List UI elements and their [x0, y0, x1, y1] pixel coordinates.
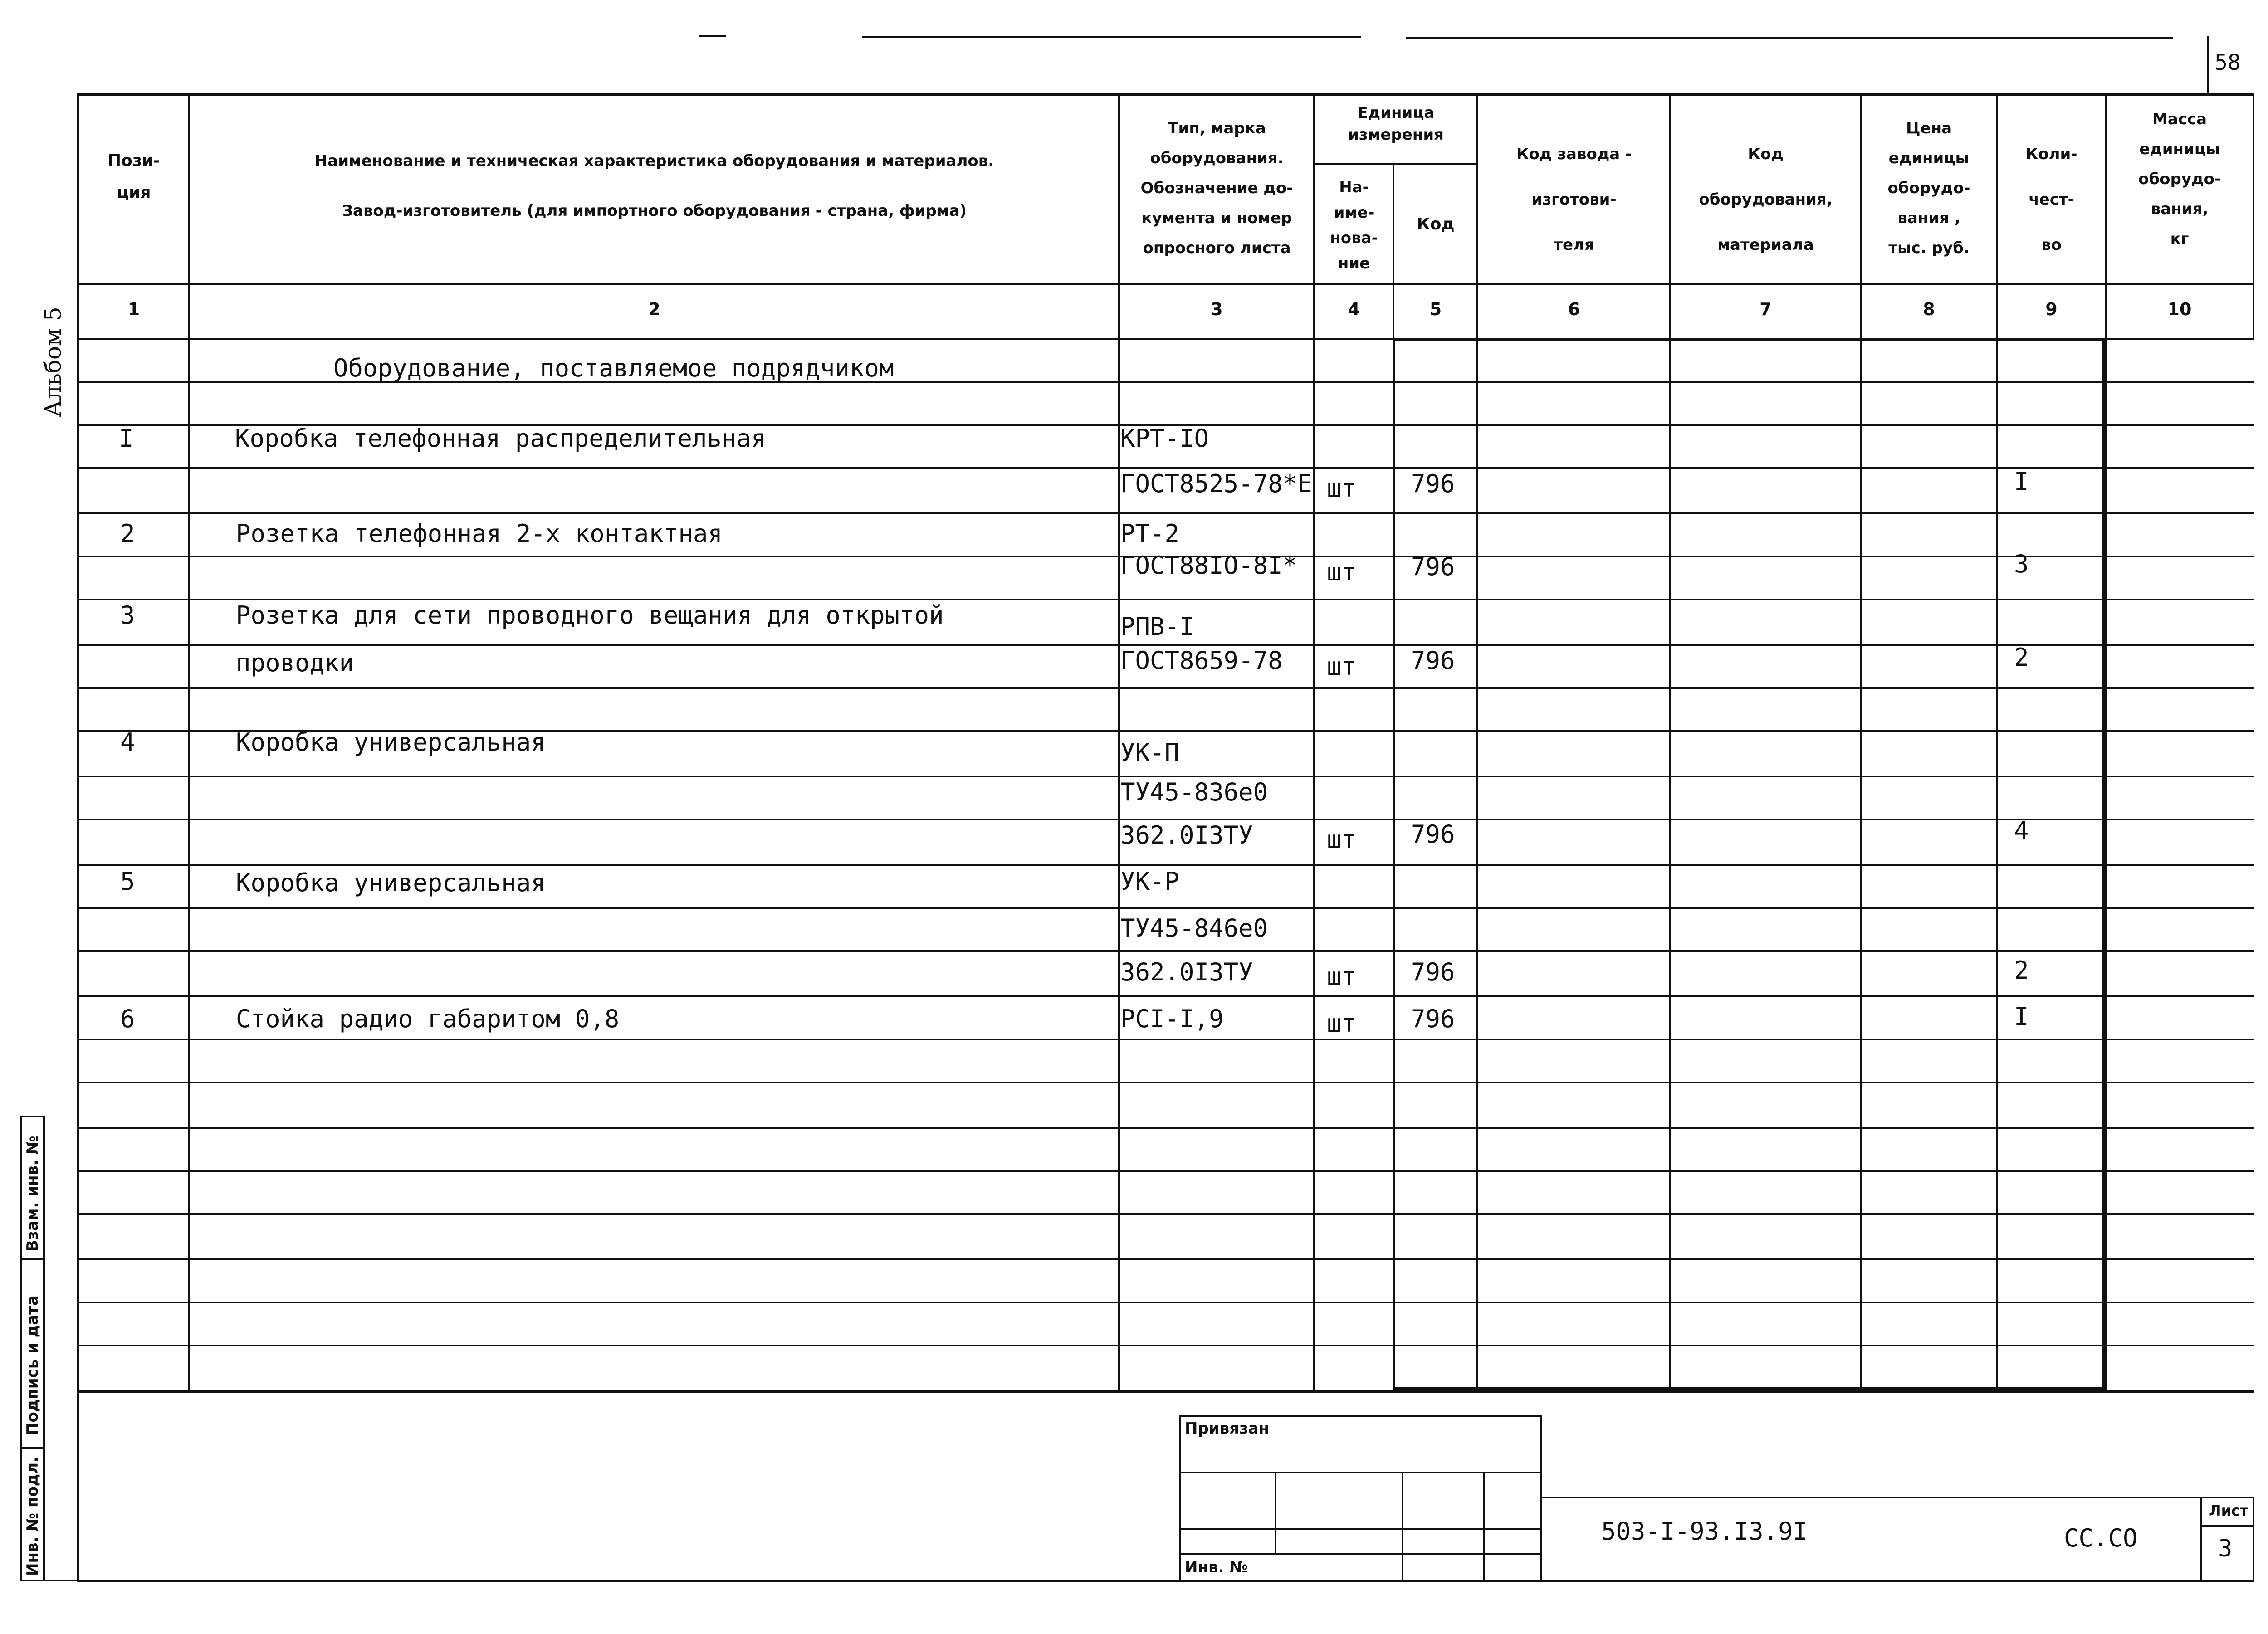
- row-quantity: 2: [2014, 956, 2029, 985]
- row-type: КРТ-IO: [1120, 424, 1209, 453]
- stamp-podpis: Подпись и дата: [24, 1295, 42, 1435]
- row-name: Коробка телефонная распределительная: [235, 424, 766, 453]
- row-type: ГОСТ8659-78: [1120, 646, 1283, 675]
- table-top-border: [77, 93, 2254, 96]
- privyazan-label: Привязан: [1185, 1419, 1270, 1438]
- header-position: Пози- ция: [108, 151, 160, 202]
- row-position: 2: [120, 519, 135, 548]
- column-number: 7: [1760, 299, 1772, 319]
- scan-mark: [1406, 37, 2173, 39]
- table-bottom-border: [77, 1390, 2254, 1393]
- row-unit: шт: [1327, 558, 1357, 586]
- column-number: 2: [648, 299, 660, 319]
- row-name: Коробка универсальная: [236, 868, 546, 897]
- column-number: 5: [1429, 299, 1442, 319]
- stamp-vzam: Взам. инв. №: [24, 1136, 42, 1252]
- row-name: проводки: [236, 649, 354, 677]
- header-factory-code: Код завода - изготови- теля: [1516, 145, 1632, 254]
- header-name: Наименование и техническая характеристика оборудования и материалов. Завод-изготовитель (для импортного оборудования - страна, фирма): [314, 152, 994, 220]
- scan-mark: [699, 35, 726, 37]
- highlighted-region: [1393, 338, 2105, 1390]
- row-name: Розетка для сети проводного вещания для открытой: [236, 601, 944, 629]
- row-type: РТ-2: [1120, 519, 1180, 548]
- row-position: 5: [120, 867, 135, 896]
- document-code: 503-I-93.I3.9I: [1601, 1517, 1808, 1546]
- row-quantity: 2: [2014, 643, 2029, 672]
- header-equipment-code: Код оборудования, материала: [1699, 145, 1833, 254]
- row-unit: шт: [1327, 1009, 1357, 1038]
- document-mark: СС.СО: [2064, 1524, 2138, 1552]
- header-mass: Масса единицы оборудо- вания, кг: [2138, 110, 2221, 248]
- row-type: РСI-I,9: [1120, 1005, 1224, 1033]
- header-unit-group: Единица измерения: [1348, 104, 1444, 144]
- row-type: УК-Р: [1120, 867, 1180, 896]
- row-quantity: I: [2014, 1002, 2029, 1031]
- column-number: 1: [127, 299, 140, 319]
- row-type: ГОСТ88IO-8I*: [1120, 551, 1298, 580]
- row-quantity: 3: [2014, 550, 2029, 578]
- column-number: 10: [2167, 299, 2192, 319]
- row-type: УК-П: [1120, 738, 1180, 767]
- row-position: 6: [120, 1005, 135, 1033]
- row-type: ТУ45-846е0: [1120, 914, 1268, 942]
- row-name: Стойка радио габаритом 0,8: [236, 1005, 620, 1033]
- header-quantity: Коли- чест- во: [2025, 145, 2077, 254]
- column-number: 6: [1568, 299, 1580, 319]
- sheet-number-border: [2207, 36, 2209, 93]
- row-code: 796: [1411, 469, 1455, 498]
- row-type: ГОСТ8525-78*Е: [1120, 469, 1312, 498]
- row-unit: шт: [1327, 652, 1357, 681]
- row-code: 796: [1411, 646, 1455, 675]
- row-code: 796: [1411, 820, 1455, 849]
- header-unit-name: На- име- нова- ние: [1330, 178, 1378, 273]
- row-position: I: [119, 424, 134, 453]
- column-number: 3: [1211, 299, 1223, 319]
- row-type: РПВ-I: [1120, 612, 1194, 641]
- column-number: 9: [2045, 299, 2058, 319]
- header-unit-code: Код: [1417, 215, 1455, 234]
- list-label: Лист: [2209, 1502, 2248, 1519]
- row-code: 796: [1411, 1005, 1455, 1033]
- row-quantity: I: [2014, 467, 2029, 496]
- row-position: 3: [120, 601, 135, 629]
- row-unit: шт: [1327, 474, 1357, 502]
- scan-mark: [862, 36, 1361, 38]
- row-code: 796: [1411, 552, 1455, 581]
- row-name: Коробка универсальная: [236, 728, 546, 756]
- row-type: ТУ45-836е0: [1120, 778, 1268, 806]
- stamp-inv-podl: Инв. № подл.: [24, 1456, 42, 1576]
- section-title: Оборудование, поставляемое подрядчиком: [333, 354, 894, 382]
- list-number: 3: [2218, 1535, 2233, 1562]
- column-number: 8: [1923, 299, 1935, 319]
- row-type: 362.0I3ТУ: [1120, 821, 1253, 849]
- inv-no-label: Инв. №: [1185, 1558, 1248, 1576]
- row-position: 4: [120, 728, 135, 756]
- row-unit: шт: [1327, 825, 1357, 854]
- header-price: Цена единицы оборудо- вания , тыс. руб.: [1887, 119, 1970, 257]
- row-code: 796: [1411, 958, 1455, 986]
- header-type: Тип, марка оборудования. Обозначение до- кумента и номер опросного листа: [1140, 119, 1293, 257]
- sheet-number-top: 58: [2214, 50, 2241, 75]
- row-unit: шт: [1327, 962, 1357, 991]
- row-quantity: 4: [2014, 816, 2029, 845]
- row-type: 362.0I3ТУ: [1120, 958, 1253, 986]
- column-number: 4: [1348, 299, 1360, 319]
- album-label: Альбом 5: [40, 307, 66, 417]
- row-name: Розетка телефонная 2-х контактная: [236, 519, 723, 548]
